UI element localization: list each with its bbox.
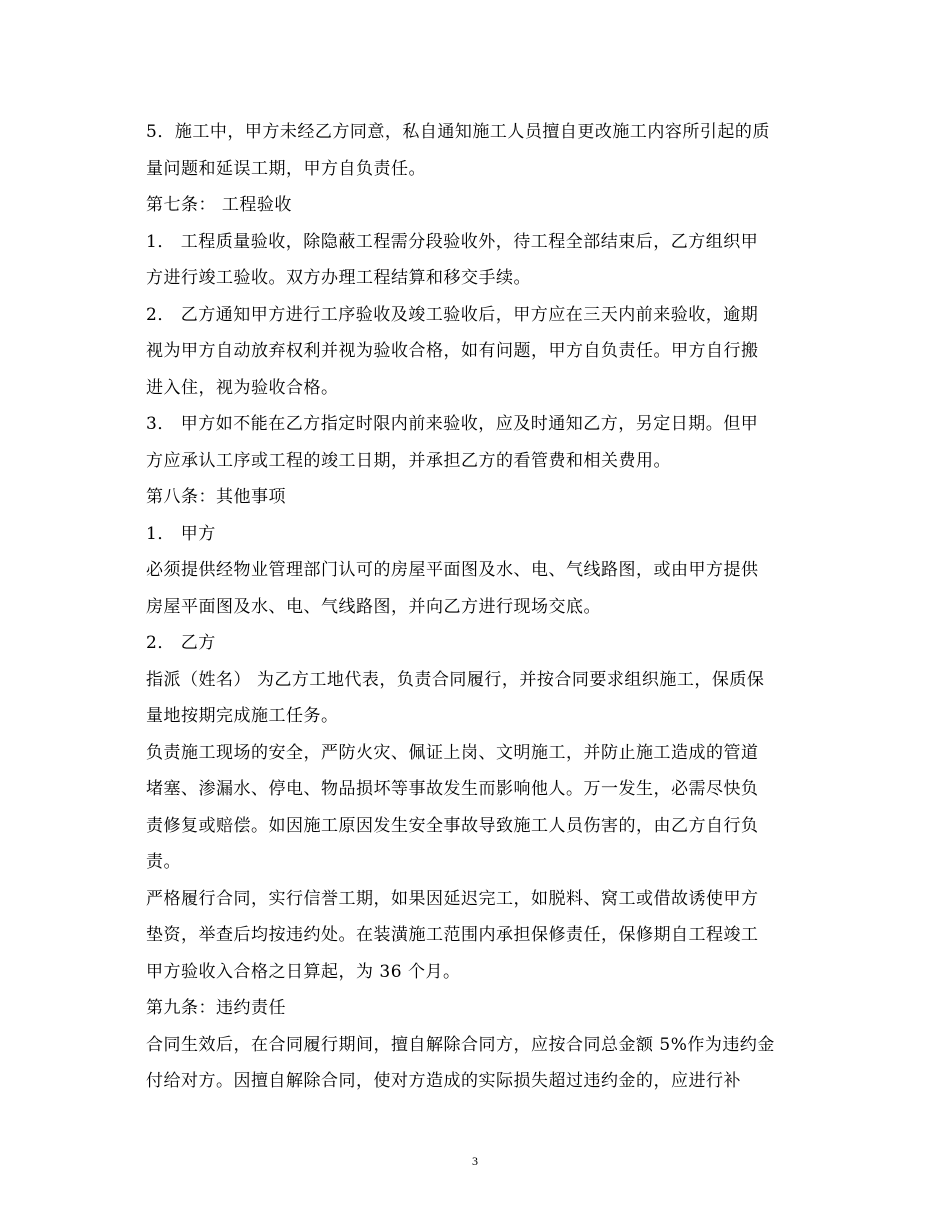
section-heading-article-7: 第七条： 工程验收 (146, 195, 292, 215)
text-line-9: 3． 甲方如不能在乙方指定时限内前来验收，应及时通知乙方，另定日期。但甲 (146, 414, 759, 434)
text-line-6: 2． 乙方通知甲方进行工序验收及竣工验收后，甲方应在三天内前来验收，逾期 (146, 304, 759, 325)
text-line-27: 付给对方。因擅自解除合同，使对方造成的实际损失超过违约金的，应进行补 (146, 1071, 741, 1091)
text-line-4: 1． 工程质量验收，除隐蔽工程需分段验收外，待工程全部结束后，乙方组织甲 (146, 231, 759, 252)
text-line-26: 合同生效后，在合同履行期间，擅自解除合同方，应按合同总金额 5%作为违约金 (146, 1034, 775, 1055)
text-line-10: 方应承认工序或工程的竣工日期，并承担乙方的看管费和相关费用。 (146, 450, 671, 471)
text-line-8: 进入住，视为验收合格。 (146, 377, 339, 398)
text-line-12: 1． 甲方 (146, 523, 216, 544)
text-line-2: 量问题和延误工期，甲方自负责任。 (146, 158, 426, 179)
text-line-22: 严格履行合同，实行信誉工期，如果因延迟完工，如脱料、窝工或借故诱使甲方 (146, 888, 759, 909)
text-line-16: 指派（姓名） 为乙方工地代表，负责合同履行，并按合同要求组织施工，保质保 (146, 669, 765, 690)
text-line-23: 垫资，举查后均按违约处。在装潢施工范围内承担保修责任，保修期自工程竣工 (146, 925, 759, 945)
section-heading-article-8: 第八条：其他事项 (146, 487, 286, 507)
page-number: 3 (472, 1154, 478, 1168)
text-line-18: 负责施工现场的安全，严防火灾、佩证上岗、文明施工，并防止施工造成的管道 (146, 742, 759, 763)
text-line-17: 量地按期完成施工任务。 (146, 706, 339, 726)
text-line-19: 堵塞、渗漏水、停电、物品损坏等事故发生而影响他人。万一发生，必需尽快负 (146, 779, 759, 799)
text-line-20: 责修复或赔偿。如因施工原因发生安全事故导致施工人员伤害的，由乙方自行负 (146, 815, 759, 836)
text-line-7: 视为甲方自动放弃权利并视为验收合格，如有问题，甲方自负责任。甲方自行搬 (146, 341, 759, 361)
text-line-24: 甲方验收入合格之日算起，为 36 个月。 (146, 961, 461, 982)
text-line-15: 2． 乙方 (146, 633, 216, 653)
section-heading-article-9: 第九条：违约责任 (146, 998, 286, 1018)
text-line-13: 必须提供经物业管理部门认可的房屋平面图及水、电、气线路图，或由甲方提供 (146, 560, 759, 580)
text-line-5: 方进行竣工验收。双方办理工程结算和移交手续。 (146, 268, 531, 288)
document-body (146, 114, 814, 1100)
text-line-21: 责。 (146, 852, 181, 872)
text-line-1: 5．施工中，甲方未经乙方同意，私自通知施工人员擅自更改施工内容所引起的质 (146, 122, 770, 142)
text-line-14: 房屋平面图及水、电、气线路图，并向乙方进行现场交底。 (146, 596, 601, 617)
